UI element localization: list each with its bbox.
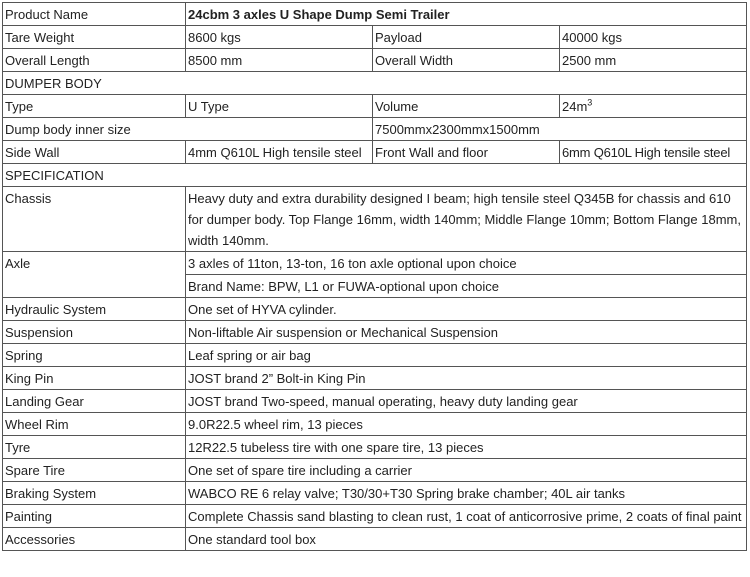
spec-value: JOST brand 2” Bolt-in King Pin [186, 367, 747, 390]
spec-label: Tyre [3, 436, 186, 459]
axle-value-1: 3 axles of 11ton, 13-ton, 16 ton axle optional upon choice [186, 252, 747, 275]
table-row [3, 95, 747, 118]
payload-value: 40000 kgs [560, 26, 747, 49]
table-row [3, 367, 747, 390]
table-row [3, 3, 747, 26]
dumper-body-header: DUMPER BODY [3, 72, 747, 95]
spec-label: Spare Tire [3, 459, 186, 482]
product-name-value: 24cbm 3 axles U Shape Dump Semi Trailer [186, 3, 747, 26]
payload-label: Payload [373, 26, 560, 49]
volume-label: Volume [373, 95, 560, 118]
spec-table [2, 2, 747, 551]
axle-label: Axle [3, 252, 186, 298]
spec-label: Accessories [3, 528, 186, 551]
axle-value-2: Brand Name: BPW, L1 or FUWA-optional upon choice [186, 275, 747, 298]
specification-header: SPECIFICATION [3, 164, 747, 187]
table-row [3, 482, 747, 505]
spec-value: WABCO RE 6 relay valve; T30/30+T30 Spring brake chamber; 40L air tanks [186, 482, 747, 505]
side-wall-value: 4mm Q610L High tensile steel [186, 141, 373, 164]
spec-value: Complete Chassis sand blasting to clean rust, 1 coat of anticorrosive prime, 2 coats of final paint [186, 505, 747, 528]
spec-value: One set of spare tire including a carrier [186, 459, 747, 482]
table-row [3, 164, 747, 187]
spec-label: Spring [3, 344, 186, 367]
chassis-value: Heavy duty and extra durability designed I beam; high tensile steel Q345B for chassis and 610 for dumper body. Top Flange 16mm, width 140mm; Middle Flange 10mm; Bottom Flange 18mm, width 140mm. [186, 187, 747, 252]
tare-weight-label: Tare Weight [3, 26, 186, 49]
table-row [3, 344, 747, 367]
type-value: U Type [186, 95, 373, 118]
table-row [3, 390, 747, 413]
type-label: Type [3, 95, 186, 118]
spec-value: Leaf spring or air bag [186, 344, 747, 367]
spec-label: Painting [3, 505, 186, 528]
table-row [3, 252, 747, 275]
table-row [3, 141, 747, 164]
table-row [3, 187, 747, 252]
overall-length-value: 8500 mm [186, 49, 373, 72]
table-row [3, 72, 747, 95]
front-wall-value: 6mm Q610L High tensile steel [560, 141, 747, 164]
table-row [3, 321, 747, 344]
inner-size-value: 7500mmx2300mmx1500mm [373, 118, 747, 141]
spec-value: 9.0R22.5 wheel rim, 13 pieces [186, 413, 747, 436]
overall-width-value: 2500 mm [560, 49, 747, 72]
table-row [3, 26, 747, 49]
side-wall-label: Side Wall [3, 141, 186, 164]
spec-label: Braking System [3, 482, 186, 505]
table-row [3, 528, 747, 551]
front-wall-label: Front Wall and floor [373, 141, 560, 164]
volume-value: $24m^3$ [560, 95, 747, 118]
table-row [3, 413, 747, 436]
spec-value: JOST brand Two-speed, manual operating, heavy duty landing gear [186, 390, 747, 413]
spec-label: Suspension [3, 321, 186, 344]
table-row [3, 436, 747, 459]
spec-label: King Pin [3, 367, 186, 390]
table-row [3, 298, 747, 321]
spec-value: Non-liftable Air suspension or Mechanical Suspension [186, 321, 747, 344]
table-row [3, 459, 747, 482]
tare-weight-value: 8600 kgs [186, 26, 373, 49]
product-name-label: Product Name [3, 3, 186, 26]
overall-length-label: Overall Length [3, 49, 186, 72]
spec-label: Wheel Rim [3, 413, 186, 436]
table-row [3, 49, 747, 72]
chassis-label: Chassis [3, 187, 186, 252]
spec-label: Landing Gear [3, 390, 186, 413]
spec-label: Hydraulic System [3, 298, 186, 321]
spec-value: One set of HYVA cylinder. [186, 298, 747, 321]
overall-width-label: Overall Width [373, 49, 560, 72]
table-row [3, 118, 747, 141]
table-row [3, 505, 747, 528]
spec-value: One standard tool box [186, 528, 747, 551]
inner-size-label: Dump body inner size [3, 118, 373, 141]
spec-value: 12R22.5 tubeless tire with one spare tire, 13 pieces [186, 436, 747, 459]
